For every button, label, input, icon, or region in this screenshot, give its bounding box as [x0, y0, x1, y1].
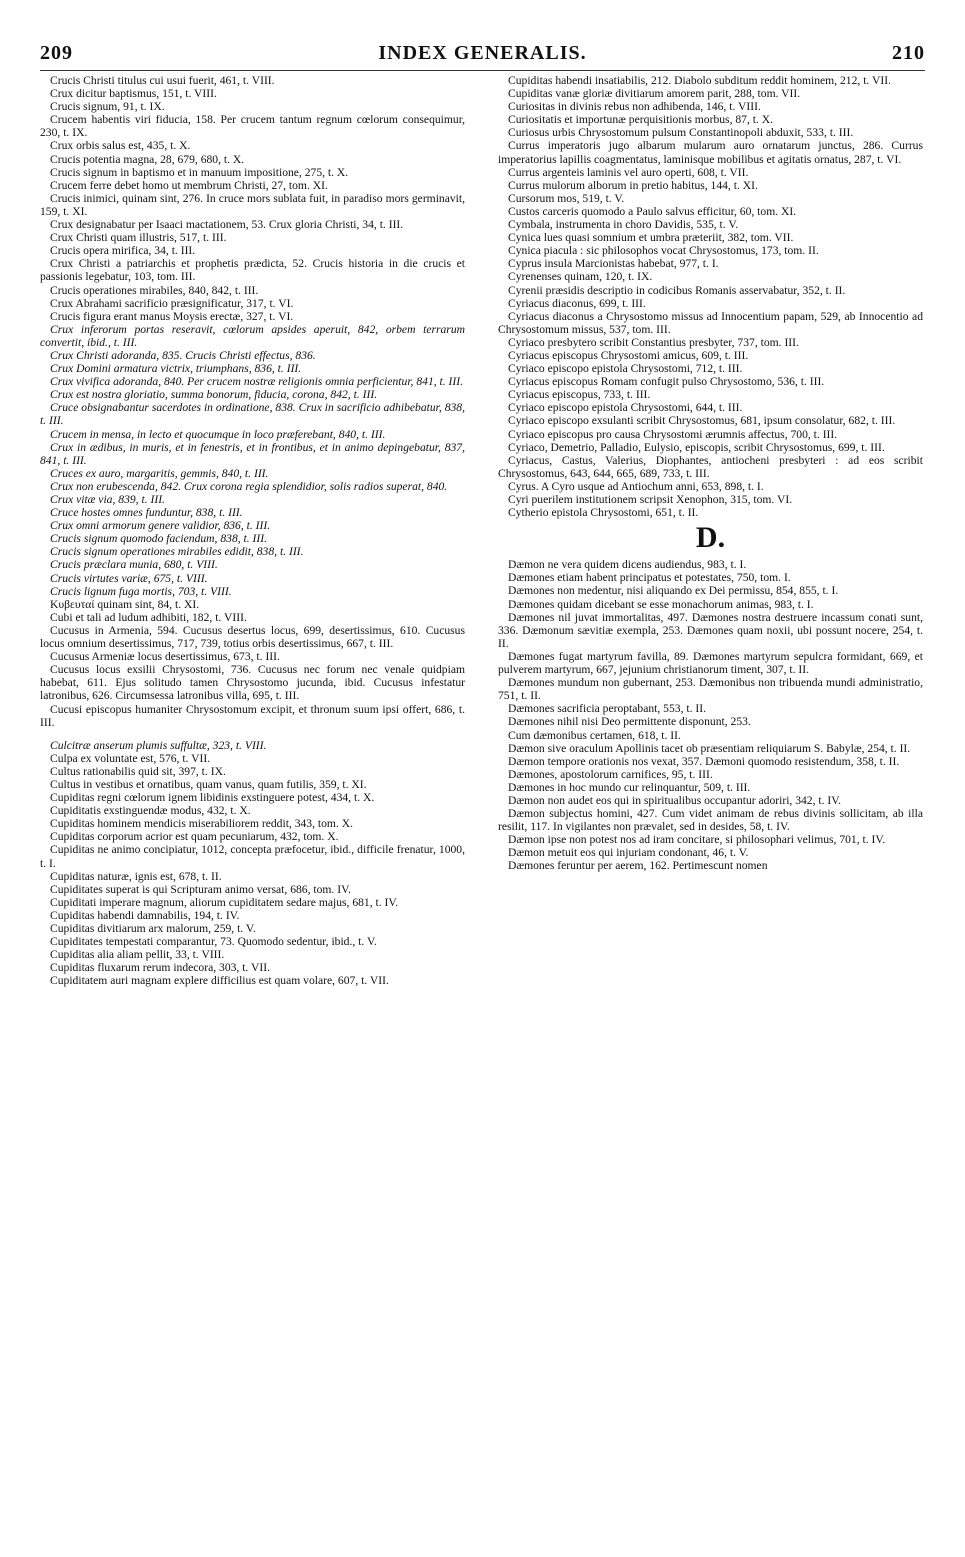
- index-entry: Dæmones in hoc mundo cur relinquantur, 509, t. III.: [508, 780, 751, 794]
- index-entry: Currus argenteis laminis vel auro operti, 608, t. VII.: [508, 165, 749, 179]
- index-entry: Cupiditates superat is qui Scripturam animo versat, 686, tom. IV.: [50, 882, 351, 896]
- index-entry: Dæmones sacrificia peroptabant, 553, t. II.: [508, 702, 706, 716]
- index-entry: Cruces ex auro, margaritis, gemmis, 840, t. III.: [50, 466, 269, 480]
- index-entry: Crucem habentis viri fiducia, 158. Per crucem tantum regnum cœlorum consequimur, 230, t. IX.: [40, 113, 465, 140]
- index-entry: Crux non erubescenda, 842. Crux corona regia splendidior, solis radios superat, 840.: [50, 479, 448, 493]
- index-entry: Cupiditas divitiarum arx malorum, 259, t. V.: [50, 922, 256, 935]
- index-entry: Cupiditatis exstinguendæ modus, 432, t. X.: [50, 804, 251, 818]
- index-entry: Crux inferorum portas reseravit, cœlorum apsides aperuit, 842, orbem terrarum convertit, ibid., t. III.: [40, 322, 465, 349]
- index-entry: Dæmon ne vera quidem dicens audiendus, 983, t. I.: [508, 558, 747, 572]
- index-entry: Crux est nostra gloriatio, summa bonorum, fiducia, corona, 842, t. III.: [50, 388, 378, 402]
- index-entry: Cultus in vestibus et ornatibus, quam vanus, quam futilis, 359, t. XI.: [50, 777, 367, 791]
- index-entry: Cyriacus episcopus Romam confugit pulso Chrysostomo, 536, t. III.: [508, 375, 825, 389]
- index-entry: Cyriacus, Castus, Valerius, Diophantes, antiocheni presbyteri : ad eos scribit Chrysostomus, 643, 644, 665, 689, 733, t. III.: [498, 453, 923, 480]
- index-entry: Crucem in mensa, in lecto et quocumque in loco præferebant, 840, t. III.: [50, 427, 386, 441]
- index-entry: Cupiditas alia aliam pellit, 33, t. VIII.: [50, 948, 225, 962]
- index-entry: Dæmones nil juvat immortalitas, 497. Dæmones nostra destruere incassum conati sunt, 336. Dæmonum sævitiæ exempla, 253. Dæmones quam noxii, ubi possunt nocere, 254, t. II.: [498, 610, 923, 650]
- index-entry: Cruce hostes omnes funduntur, 838, t. III.: [50, 506, 243, 520]
- index-entry: Dæmones feruntur per aerem, 162. Pertimescunt nomen: [508, 859, 768, 873]
- index-entry: Dæmon tempore orationis nos vexat, 357. Dæmoni quomodo resistendum, 358, t. II.: [508, 754, 900, 768]
- index-entry: Cupiditati imperare magnum, aliorum cupiditatem sedare majus, 681, t. IV.: [50, 895, 399, 909]
- index-entry: Crucis Christi titulus cui usui fuerit, 461, t. VIII.: [50, 74, 275, 87]
- index-entry: Crucis opera mirifica, 34, t. III.: [50, 244, 196, 258]
- index-entry: Cucusus locus exsilii Chrysostomi, 736. Cucusus nec forum nec venale quidpiam habebat, 611. Ejus solitudo tamen Chrysostomo jucunda, ibid. Cucusus infestatur latronibus, 626. Circumsessa latronibus villa, 695, t. III.: [40, 663, 465, 703]
- index-entry: Crux Christi adoranda, 835. Crucis Christi effectus, 836.: [50, 348, 316, 362]
- index-entry: Dæmones, apostolorum carnifices, 95, t. III.: [508, 767, 713, 781]
- page-header: [40, 36, 925, 71]
- index-entry: Crux Christi a patriarchis et prophetis prædicta, 52. Crucis historia in die crucis et passionis legebatur, 103, tom. III.: [40, 257, 465, 284]
- index-entry: Culpa ex voluntate est, 576, t. VII.: [50, 751, 211, 765]
- index-entry: Cupiditas corporum acrior est quam pecuniarum, 432, tom. X.: [50, 830, 339, 844]
- right-page-number: 210: [891, 41, 925, 64]
- index-entry: Cyrenii præsidis descriptio in codicibus Romanis asservabatur, 352, t. II.: [508, 283, 846, 297]
- index-entry: Crucis signum quomodo faciendum, 838, t. III.: [50, 532, 268, 546]
- index-entry: Cursorum mos, 519, t. V.: [508, 191, 625, 205]
- index-entry: Crucis signum operationes mirabiles edidit, 838, t. III.: [50, 545, 304, 559]
- index-entry: Crux vitæ via, 839, t. III.: [50, 493, 165, 506]
- index-entry: Dæmones non medentur, nisi aliquando ex Dei permissu, 854, 855, t. I.: [508, 584, 839, 598]
- index-entry: Cyriaco episcopo exsulanti scribit Chrysostomus, 681, ipsum consolatur, 682, t. III.: [508, 414, 896, 428]
- index-entry: Cyrus. A Cyro usque ad Antiochum anni, 653, 898, t. I.: [508, 479, 764, 493]
- index-entry: Dæmon ipse non potest nos ad iram concitare, si philosophari velimus, 701, t. IV.: [508, 833, 886, 847]
- index-entry: Cupiditas regni cœlorum ignem libidinis exstinguere potest, 434, t. X.: [50, 791, 375, 805]
- index-entry: Cucusus in Armenia, 594. Cucusus desertus locus, 699, desertissimus, 610. Cucusus locus omnium desertissimus, 717, 739, totius orbis desertissimus, 667, t. III.: [40, 623, 465, 651]
- index-entry: Cultus rationabilis quid sit, 397, t. IX.: [50, 764, 226, 778]
- index-entry: Cyriaco episcopo epistola Chrysostomi, 712, t. III.: [508, 362, 743, 376]
- index-entry: Crux Domini armatura victrix, triumphans, 836, t. III.: [50, 362, 302, 376]
- index-entry: Crucis signum in baptismo et in manuum impositione, 275, t. X.: [50, 165, 349, 179]
- index-entry: Crux omni armorum genere validior, 836, t. III.: [50, 519, 271, 533]
- page-title: INDEX GENERALIS.: [378, 41, 587, 64]
- index-entry: Crucem ferre debet homo ut membrum Christi, 27, tom. XI.: [50, 178, 328, 192]
- index-entry: Crux dicitur baptismus, 151, t. VIII.: [50, 87, 217, 101]
- index-entry: Cyriaco presbytero scribit Constantius presbyter, 737, tom. III.: [508, 335, 799, 349]
- right-column: [498, 74, 923, 873]
- index-entry: Cyriaco episcopus pro causa Chrysostomi ærumnis affectus, 700, t. III.: [508, 427, 838, 441]
- index-entry: Crucis inimici, quinam sint, 276. In cruce mors sublata fuit, in paradiso mors germinavit, 159, t. XI.: [40, 191, 465, 218]
- index-entry: Crucis operationes mirabiles, 840, 842, t. III.: [50, 283, 259, 297]
- index-entry: Currus imperatoris jugo albarum mularum auro ornatarum junctus, 286. Currus imperatorius lapillis coagmentatus, laminisque mobilibus et agitatis ornatus, 287, t. VI.: [498, 139, 923, 166]
- index-entry: Cupiditates tempestati comparantur, 73. Quomodo sedentur, ibid., t. V.: [50, 935, 377, 949]
- index-entry: Cupiditas hominem mendicis miserabiliorem reddit, 343, tom. X.: [50, 817, 354, 831]
- index-entry: Cupiditas habendi insatiabilis, 212. Diabolo subditum reddit hominem, 212, t. VII.: [508, 74, 891, 87]
- index-entry: Dæmones etiam habent principatus et potestates, 750, tom. I.: [508, 571, 791, 585]
- index-entry: Crucis lignum fuga mortis, 703, t. VIII.: [50, 584, 232, 598]
- index-entry: Custos carceris quomodo a Paulo salvus efficitur, 60, tom. XI.: [508, 204, 797, 218]
- index-entry: Cyriacus episcopus, 733, t. III.: [508, 388, 651, 402]
- index-entry: Crux Abrahami sacrificio præsignificatur, 317, t. VI.: [50, 296, 294, 310]
- index-entry: Dæmones nihil nisi Deo permittente disponunt, 253.: [508, 715, 751, 729]
- index-entry: Cubi et tali ad ludum adhibiti, 182, t. VIII.: [50, 610, 247, 624]
- index-entry: Κυβευταί quinam sint, 84, t. XI.: [50, 597, 200, 611]
- left-page-number: 209: [40, 41, 73, 64]
- index-entry: Cynica piacula : sic philosophos vocat Chrysostomus, 173, tom. II.: [508, 244, 819, 258]
- index-entry: Currus mulorum alborum in pretio habitus, 144, t. XI.: [508, 178, 758, 192]
- index-entry: Crux Christi quam illustris, 517, t. III.: [50, 231, 227, 245]
- index-entry: Dæmon subjectus homini, 427. Cum videt animam de rebus divinis sollicitam, ab illa resilit, 117. In vigilantes non prævalet, sed in desides, 58, t. IV.: [498, 807, 923, 834]
- index-entry: Cupiditas vanæ gloriæ divitiarum amorem parit, 288, tom. VII.: [508, 87, 801, 101]
- index-entry: Cytherio epistola Chrysostomi, 651, t. II.: [508, 506, 699, 520]
- index-entry: Crucis signum, 91, t. IX.: [50, 100, 165, 114]
- index-entry: Culcitræ anserum plumis suffultæ, 323, t. VIII.: [50, 738, 267, 752]
- index-entry: Curiositas in divinis rebus non adhibenda, 146, t. VIII.: [508, 100, 761, 114]
- index-entry: Cymbala, instrumenta in choro Davidis, 535, t. V.: [508, 218, 739, 232]
- index-entry: Cupiditas habendi damnabilis, 194, t. IV.: [50, 908, 240, 922]
- index-entry: Cynica lues quasi somnium et umbra præteriit, 382, tom. VII.: [508, 231, 794, 245]
- index-entry: Dæmones quidam dicebant se esse monachorum animas, 983, t. I.: [508, 597, 814, 611]
- index-entry: Crucis potentia magna, 28, 679, 680, t. X.: [50, 152, 245, 166]
- index-entry: Cyrenenses quinam, 120, t. IX.: [508, 270, 653, 284]
- index-entry: Curiosus urbis Chrysostomum pulsum Constantinopoli abduxit, 533, t. III.: [508, 126, 854, 140]
- left-column: [40, 74, 465, 987]
- index-entry: Cupiditatem auri magnam explere difficilius est quam volare, 607, t. VII.: [50, 974, 389, 988]
- index-entry: Dæmones fugat martyrum favilla, 89. Dæmones martyrum sepulcra formidant, 669, et pulverem martyrum, 667, jejunium christianorum timent, 307, t. II.: [498, 649, 923, 677]
- index-entry: Crux in ædibus, in muris, et in fenestris, et in frontibus, et in animo depingebatur, 837, 841, t. III.: [40, 440, 465, 467]
- index-entry: Crucis præclara munia, 680, t. VIII.: [50, 558, 218, 572]
- section-gap: [40, 729, 465, 739]
- index-entry: Dæmon metuit eos qui injuriam condonant, 46, t. V.: [508, 846, 749, 860]
- index-entry: Cupiditas ne animo concipiatur, 1012, concepta præfocetur, ibid., difficile frenatur, 1000, t. I.: [40, 843, 465, 870]
- index-entry: Cyriacus diaconus a Chrysostomo missus ad Innocentium papam, 529, ab Innocentio ad Chrysostomum missus, 537, tom. III.: [498, 309, 923, 336]
- index-entry: Dæmon non audet eos qui in spiritualibus occupantur adoriri, 342, t. IV.: [508, 793, 842, 807]
- index-entry: Cucusi episcopus humaniter Chrysostomum excipit, et thronum suum ipsi offert, 686, t. III.: [40, 702, 465, 729]
- index-entry: Crux designabatur per Isaaci mactationem, 53. Crux gloria Christi, 34, t. III.: [50, 218, 404, 232]
- index-entry: Cyriacus episcopus Chrysostomi amicus, 609, t. III.: [508, 348, 749, 362]
- index-entry: Crux vivifica adoranda, 840. Per crucem nostræ religionis omnia perficientur, 841, t. III.: [50, 375, 464, 389]
- index-entry: Crux orbis salus est, 435, t. X.: [50, 139, 191, 153]
- index-entry: Crucis virtutes variæ, 675, t. VIII.: [50, 571, 208, 585]
- index-entry: Dæmones mundum non gubernant, 253. Dæmonibus non tribuenda mundi administratio, 751, t. II.: [498, 676, 923, 703]
- index-entry: Crucis figura erant manus Moysis erectæ, 327, t. VI.: [50, 309, 294, 323]
- section-letter: D.: [695, 521, 726, 555]
- index-entry: Cupiditas naturæ, ignis est, 678, t. II.: [50, 869, 222, 883]
- index-entry: Dæmon sive oraculum Apollinis tacet ob præsentiam reliquiarum S. Babylæ, 254, t. II.: [508, 741, 911, 755]
- index-entry: Cyriacus diaconus, 699, t. III.: [508, 296, 646, 310]
- index-entry: Cyriaco, Demetrio, Palladio, Eulysio, episcopis, scribit Chrysostomus, 699, t. III.: [508, 440, 885, 454]
- index-entry: Cyprus insula Marcionistas habebat, 977, t. I.: [508, 257, 719, 271]
- index-entry: Cum dæmonibus certamen, 618, t. II.: [508, 728, 681, 742]
- index-entry: Cupiditas fluxarum rerum indecora, 303, t. VII.: [50, 961, 271, 975]
- index-entry: Cucusus Armeniæ locus desertissimus, 673, t. III.: [50, 650, 280, 664]
- index-entry: Curiositatis et importunæ perquisitionis morbus, 87, t. X.: [508, 113, 774, 127]
- index-entry: Cyriaco episcopo epistola Chrysostomi, 644, t. III.: [508, 401, 743, 415]
- index-entry: Cyri puerilem institutionem scripsit Xenophon, 315, tom. VI.: [508, 493, 793, 506]
- index-entry: Cruce obsignabantur sacerdotes in ordinatione, 838. Crux in sacrificio adhibebatur, 838, t. III.: [40, 401, 465, 428]
